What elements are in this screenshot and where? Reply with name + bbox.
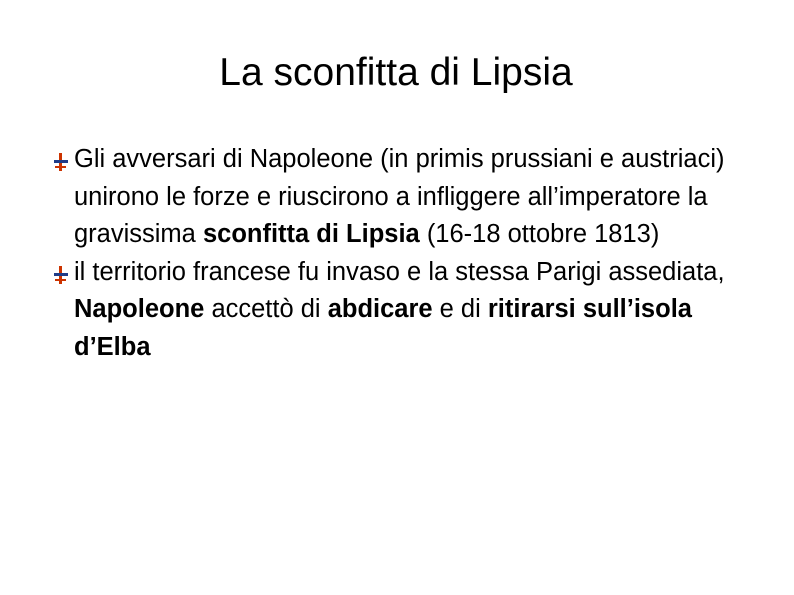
bullet-text-normal: Gli avversari di Napoleone (in primis prussiani e austriaci) unirono le forze e riuscirono a infliggere all’imperatore la gravissima [74,145,725,248]
bullet-text-normal: (16-18 ottobre 1813) [419,220,660,248]
slide-title: La sconfitta di Lipsia [219,51,573,94]
bullet-marker-icon [54,153,68,171]
bullet-list [54,141,754,366]
bullet-text-bold: Napoleone [74,295,205,323]
bullet-text-normal: accettò di [204,295,328,323]
bullet-item [54,141,754,254]
bullet-text-normal: il territorio francese fu invaso e la stessa Parigi assediata, [74,257,725,286]
bullet-text-bold: ritirarsi sull’isola d’Elba [74,295,692,361]
bullet-item [54,254,754,367]
bullet-text-bold: abdicare [327,295,433,323]
bullet-text-normal: e di [432,295,488,323]
bullet-marker-icon [54,266,68,284]
bullet-text-bold: sconfitta di Lipsia [202,220,420,248]
